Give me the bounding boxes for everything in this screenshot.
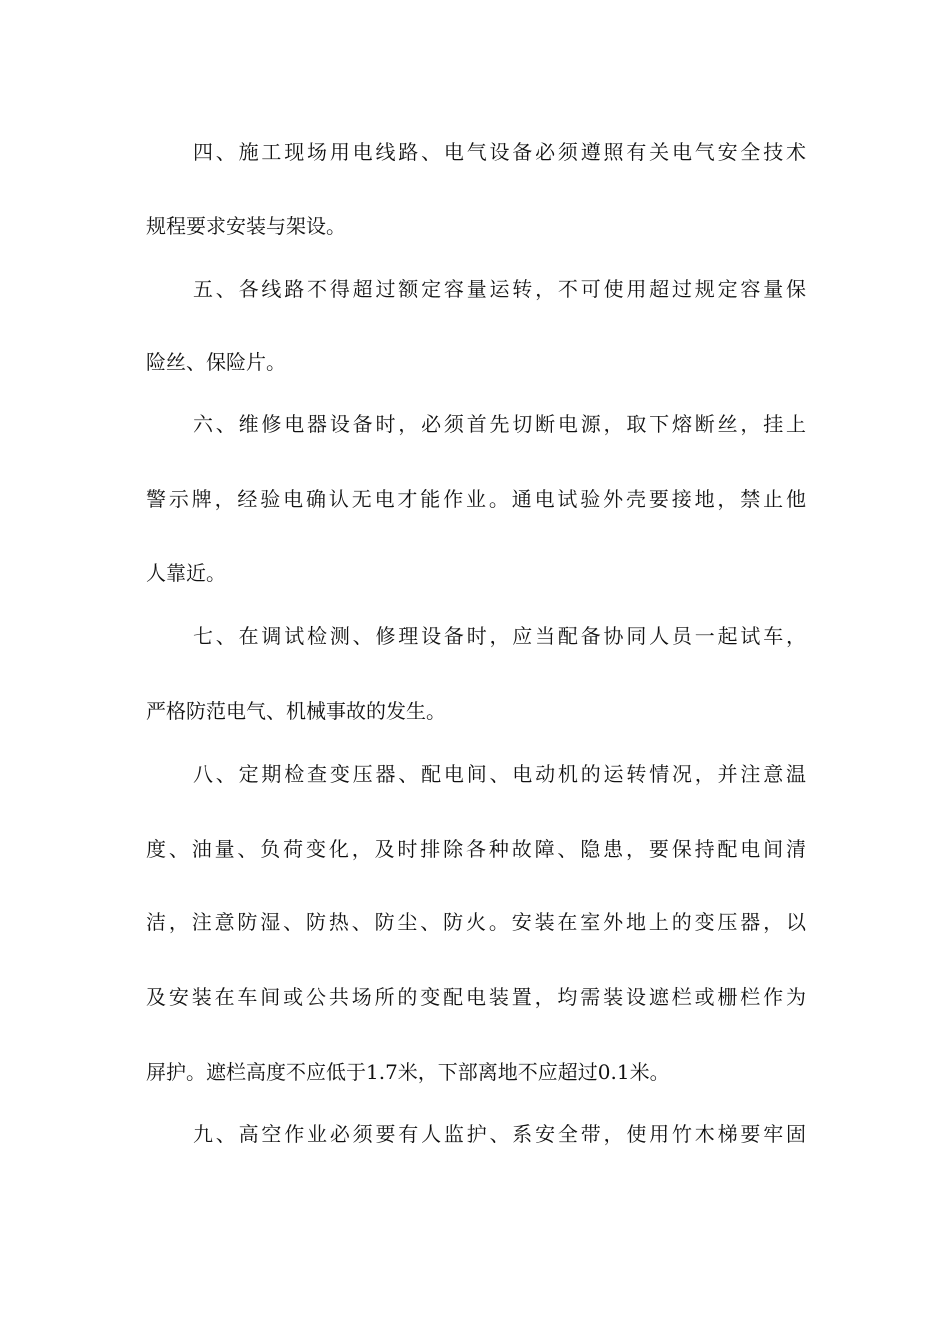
paragraph-8-line-3: 洁，注意防湿、防热、防尘、防火。安装在室外地上的变压器，以 [146, 910, 806, 934]
paragraph-8-line-2: 度、油量、负荷变化，及时排除各种故障、隐患，要保持配电间清 [146, 837, 806, 861]
paragraph-6-line-2: 警示牌，经验电确认无电才能作业。通电试验外壳要接地，禁止他 [146, 487, 806, 511]
paragraph-8-line-5: 屏护。遮栏高度不应低于1.7米，下部离地不应超过0.1米。 [146, 1060, 670, 1084]
paragraph-6-line-3: 人靠近。 [146, 561, 226, 585]
paragraph-4-line-1: 四、施工现场用电线路、电气设备必须遵照有关电气安全技术 [193, 140, 806, 164]
paragraph-6-line-1: 六、维修电器设备时，必须首先切断电源，取下熔断丝，挂上 [193, 412, 806, 436]
paragraph-5-line-2: 险丝、保险片。 [146, 350, 286, 374]
paragraph-7-line-2: 严格防范电气、机械事故的发生。 [146, 699, 446, 723]
paragraph-7-line-1: 七、在调试检测、修理设备时，应当配备协同人员一起试车， [193, 624, 806, 648]
paragraph-5-line-1: 五、各线路不得超过额定容量运转，不可使用超过规定容量保 [193, 277, 806, 301]
paragraph-9-line-1: 九、高空作业必须要有人监护、系安全带，使用竹木梯要牢固 [193, 1122, 806, 1146]
paragraph-8-line-1: 八、定期检查变压器、配电间、电动机的运转情况，并注意温 [193, 762, 806, 786]
paragraph-4-line-2: 规程要求安装与架设。 [146, 214, 346, 238]
paragraph-8-line-4: 及安装在车间或公共场所的变配电装置，均需装设遮栏或栅栏作为 [146, 985, 806, 1009]
